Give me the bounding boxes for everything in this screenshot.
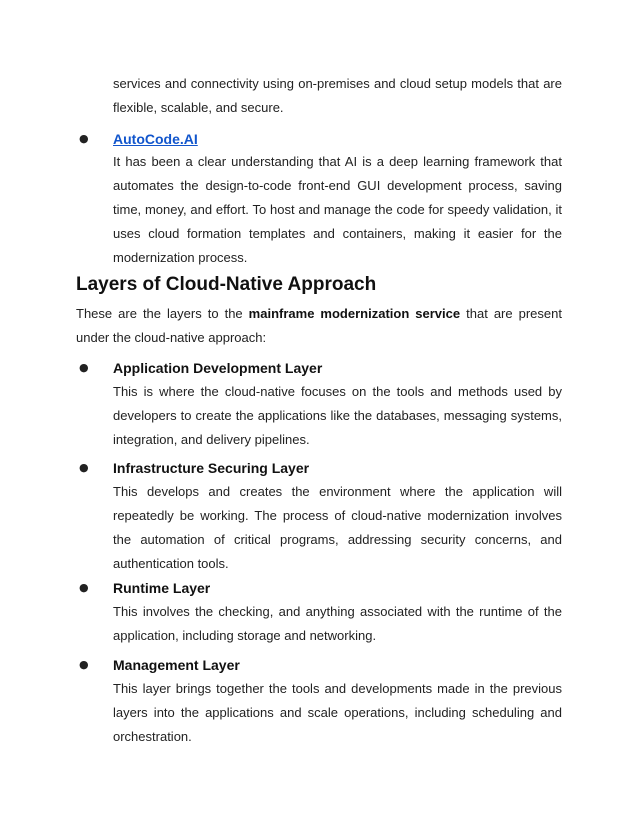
autocode-heading	[113, 129, 198, 149]
section-intro-after: that are present under the cloud-native approach:	[76, 306, 562, 345]
layer-heading-application-development: Application Development Layer	[113, 360, 323, 376]
bullet-icon: ●	[79, 658, 89, 671]
layer-heading-runtime: Runtime Layer	[113, 580, 211, 596]
layer-body-runtime: This involves the checking, and anything associated with the runtime of the application, including storage and networking.	[113, 604, 562, 643]
autocode-link[interactable]: AutoCode.AI	[113, 131, 198, 147]
layer-heading-infrastructure-securing: Infrastructure Securing Layer	[113, 460, 310, 476]
layer-body-application-development: This is where the cloud-native focuses on the tools and methods used by developers to create the applications like the databases, messaging systems, integration, and delivery pipelines.	[113, 384, 562, 447]
section-intro-before: These are the layers to the	[76, 306, 249, 321]
layer-body-management: This layer brings together the tools and developments made in the previous layers into the applications and scale operations, including scheduling and orchestration.	[113, 681, 562, 744]
section-intro	[76, 302, 562, 350]
autocode-body: It has been a clear understanding that AI is a deep learning framework that automates the design-to-code front-end GUI development process, saving time, money, and effort. To host and manage the code for speedy validation, it uses cloud formation templates and containers, making it easier for the modernization process.	[113, 154, 562, 265]
intro-continuation-text: services and connectivity using on-premises and cloud setup models that are flexible, scalable, and secure.	[113, 76, 562, 115]
bullet-icon: ●	[79, 132, 89, 145]
layer-body-infrastructure-securing: This develops and creates the environment where the application will repeatedly be working. The process of cloud-native modernization involves the automation of critical programs, addressing security concerns, and authentication tools.	[113, 484, 562, 571]
section-heading: Layers of Cloud-Native Approach	[76, 274, 377, 295]
bullet-icon: ●	[79, 581, 89, 594]
layer-heading-management: Management Layer	[113, 657, 240, 673]
mainframe-service-bold: mainframe modernization service	[248, 306, 461, 321]
bullet-icon: ●	[79, 361, 89, 374]
bullet-icon: ●	[79, 461, 89, 474]
